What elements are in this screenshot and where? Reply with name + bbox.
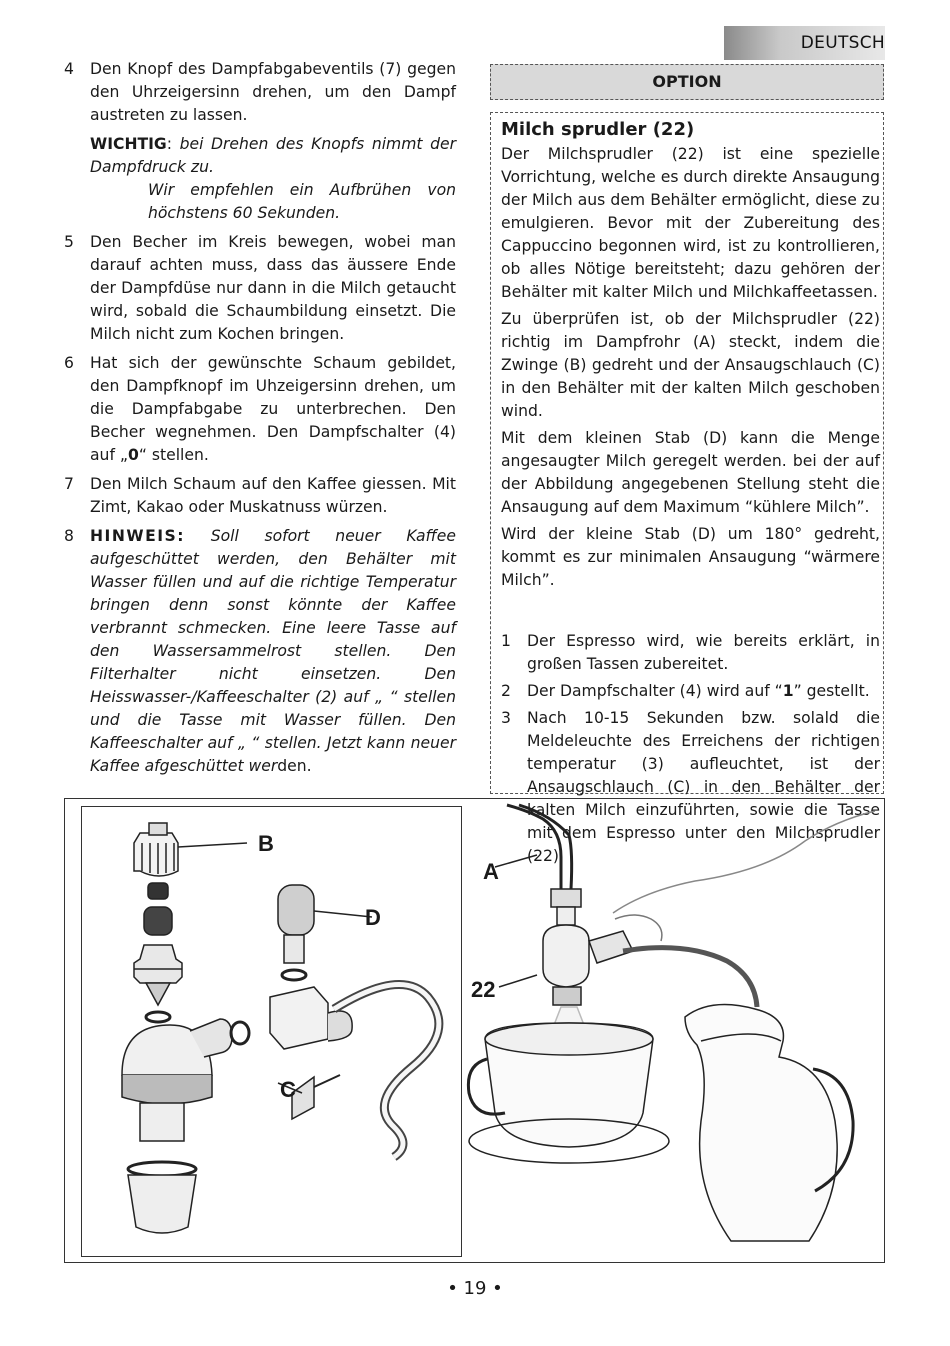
option-header [490, 64, 884, 100]
list-item: 5 Den Becher im Kreis bewegen, wobei man darauf achten muss, dass das äussere Ende der Dampfdüse nur dann in die Milch getaucht wird, sobald die Schaumbildung einsetzt. Die Milch nicht zum Kochen bringen. [64, 233, 456, 343]
list-item: 3 Nach 10-15 Sekunden bzw. solald die Meldeleuchte des Erreichens der richtigen temperatur (3) aufleuchtet, ist der Ansaugschlauch (C) in den Behälter der kalten Milch einzuführten, sowie die Tasse mit dem Espresso unter den Milchsprudler (22). [501, 709, 880, 865]
left-column [64, 58, 456, 784]
language-label: DEUTSCH [800, 33, 885, 53]
important-label: WICHTIG [90, 135, 167, 153]
page-number: • 19 • [447, 1278, 503, 1299]
label-a: A [483, 859, 499, 884]
paragraph: Mit dem kleinen Stab (D) kann die Menge angesaugter Milch geregelt werden. bei der auf der Abbildung angegebenen Stellung steht die Ansaugung auf dem Maximum “kühlere Milch”. [501, 429, 880, 516]
paragraph: Zu überprüfen ist, ob der Milchsprudler (22) richtig im Dampfrohr (A) steckt, indem die Zwinge (B) gedreht und der Ansaugschlauch (C) in den Behälter mit der kalten Milch geschoben wind. [501, 310, 880, 420]
label-c: C [280, 1077, 296, 1102]
recommend-text: Wir empfehlen ein Aufbrühen von höchstens 60 Sekunden. [148, 181, 456, 222]
milk-frother-box [490, 112, 884, 865]
exploded-parts-drawing [82, 807, 461, 1256]
list-item: 6 Hat sich der gewünschte Schaum gebildet, den Dampfknopf im Uhzeigersinn drehen, um die Dampfabgabe zu unterbrechen. Den Becher wegnehmen. Den Dampfschalter (4) auf „0“ stellen. [64, 354, 456, 464]
list-item: 1 Der Espresso wird, wie bereits erklärt, in großen Tassen zubereitet. [501, 632, 880, 673]
section-title: Milch sprudler (22) [501, 119, 695, 140]
paragraph: Der Milchsprudler (22) ist eine spezielle Vorrichtung, welche es durch direkte Ansaugung der Milch aus dem Behälter ermöglicht, diese zu emulgieren. Bevor mit der Zubereitung des Cappuccino begonnen wird, ist zu kontrollieren, ob alles Nötige bereitsteht; dazu gehören der Behälter mit kalter Milch und Milchkaffeetassen. [501, 145, 880, 301]
option-label: OPTION [652, 72, 722, 91]
illustration-frame [64, 798, 885, 1263]
paragraph: Wird der kleine Stab (D) um 180° gedreht, kommt es zur minimalen Ansaugung “wärmere Milch”. [501, 525, 880, 589]
exploded-view-panel [81, 806, 462, 1257]
label-d: D [365, 905, 381, 930]
hinweis-label: HINWEIS: [90, 527, 186, 545]
label-22: 22 [471, 977, 496, 1002]
list-item: 7 Den Milch Schaum auf den Kaffee giessen. Mit Zimt, Kakao oder Muskatnuss würzen. [64, 475, 456, 516]
important-note: WICHTIG: bei Drehen des Knopfs nimmt der Dampfdruck zu. [90, 135, 456, 176]
recommend-note [64, 179, 456, 225]
frothing-scene-drawing [465, 801, 883, 1261]
language-tab [724, 26, 885, 60]
list-item: 2 Der Dampfschalter (4) wird auf “1” gestellt. [501, 682, 870, 700]
label-b: B [258, 831, 274, 856]
list-item: 4 Den Knopf des Dampfabgabeventils (7) gegen den Uhrzeigersinn drehen, um den Dampf austreten zu lassen. [64, 60, 456, 124]
important-text: bei Drehen des Knopfs nimmt der Dampfdruck zu. [90, 135, 456, 176]
list-item: 8 HINWEIS: Soll sofort neuer Kaffee aufgeschüttet werden, den Behälter mit Wasser füllen und auf die richtige Temperatur bringen denn sonst könnte der Kaffee verbrannt schmecken. Eine leere Tasse auf den Wassersammelrost stellen. Den Filterhalter nicht einsetzen. Den Heisswasser-/Kaffeeschalter (2) auf „ “ stellen und die Tasse mit Wasser füllen. Den Kaffeeschalter auf „ “ stellen. Jetzt kann neuer Kaffee afgeschüttet werden. [64, 527, 456, 775]
